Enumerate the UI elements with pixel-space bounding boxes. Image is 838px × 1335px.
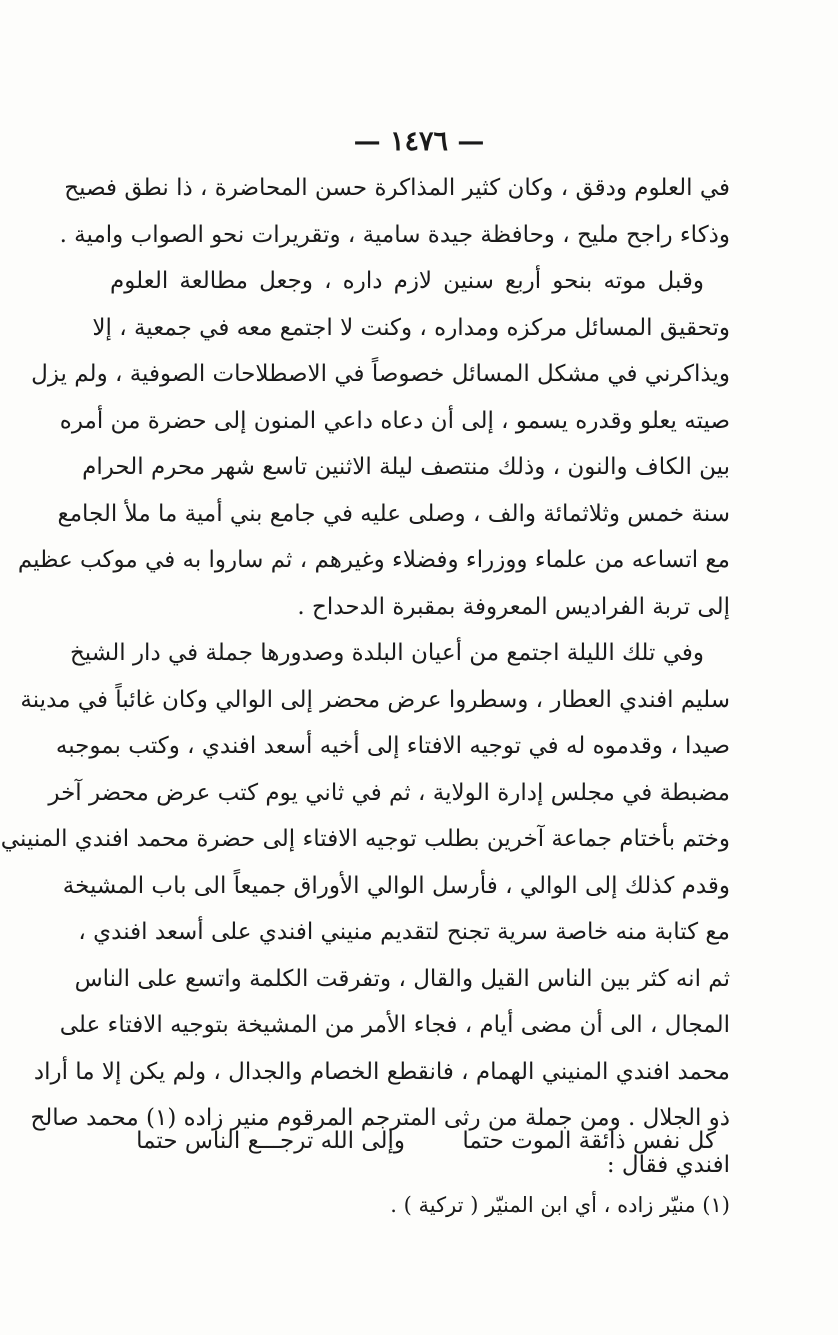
text-line: ثم انه كثر بين الناس القيل والقال ، وتفرقت الكلمة واتسع على الناس [74,965,730,992]
text-line: صيدا ، وقدموه له في توجيه الافتاء إلى أخيه أسعد افندي ، وكتب بموجبه [55,733,730,759]
text-line: وتحقيق المسائل مركزه ومداره ، وكنت لا اجتمع معه في جمعية ، إلا [92,314,730,341]
text-line: مع اتساعه من علماء ووزراء وفضلاء وغيرهم ، ثم ساروا به في موكب عظيم [17,547,730,573]
text-line: المجال ، الى أن مضى أيام ، فجاء الأمر من المشيخة بتوجيه الافتاء على [59,1012,730,1038]
poem-second-hemistich: وإلى الله ترجـــع الناس حتما [136,1128,405,1154]
text-line: مع كتابة منه خاصة سرية تجنح لتقديم منيني افندي على أسعد افندي ، [78,919,730,945]
text-line: ويذاكرني في مشكل المسائل خصوصاً في الاصطلاحات الصوفية ، ولم يزل [31,361,730,387]
text-line: وقدم كذلك إلى الوالي ، فأرسل الوالي الأوراق جميعاً الى باب المشيخة [62,872,730,899]
text-line: في العلوم ودقق ، وكان كثير المذاكرة حسن المحاضرة ، ذا نطق فصيح [64,175,730,201]
text-line: ذو الجلال . ومن جملة من رثى المترجم المرقوم منير زاده (١) محمد صالح [30,1105,730,1131]
body-text [0,165,730,1188]
text-line: وفي تلك الليلة اجتمع من أعيان البلدة وصدورها جملة في دار الشيخ [69,640,704,666]
text-line: صيته يعلو وقدره يسمو ، إلى أن دعاه داعي المنون إلى حضرة من أمره [59,407,730,434]
text-line: وختم بأختام جماعة آخرين بطلب توجيه الافتاء إلى حضرة محمد افندي المنيني [0,826,730,852]
text-line: افندي فقال : [606,1151,730,1178]
footnote: (١) منيّر زاده ، أي ابن المنيّر ( تركية ) . [390,1193,730,1217]
page-number: — ١٤٧٦ — [353,126,485,157]
poem-first-hemistich: كل نفس ذائقة الموت حتما [462,1128,716,1154]
text-line: مضبطة في مجلس إدارة الولاية ، ثم في ثاني يوم كتب عرض محضر آخر [48,779,730,806]
text-line: إلى تربة الفراديس المعروفة بمقبرة الدحداح . [297,593,730,620]
text-line: محمد افندي المنيني الهمام ، فانقطع الخصام والجدال ، ولم يكن إلا ما أراد [33,1058,730,1085]
text-line: سليم افندي العطار ، وسطروا عرض محضر إلى الوالي وكان غائباً في مدينة [20,686,730,713]
text-line: وذكاء راجح مليح ، وحافظة جيدة سامية ، وتقريرات نحو الصواب وامية . [59,221,730,248]
text-line: بين الكاف والنون ، وذلك منتصف ليلة الاثنين تاسع شهر محرم الحرام [82,454,730,480]
poem-verse [110,1118,730,1164]
text-line: وقبل موته بنحو أربع سنين لازم داره ، وجعل مطالعة العلوم [110,268,704,294]
text-line: سنة خمس وثلاثمائة والف ، وصلى عليه في جامع بني أمية ما ملأ الجامع [57,500,730,527]
